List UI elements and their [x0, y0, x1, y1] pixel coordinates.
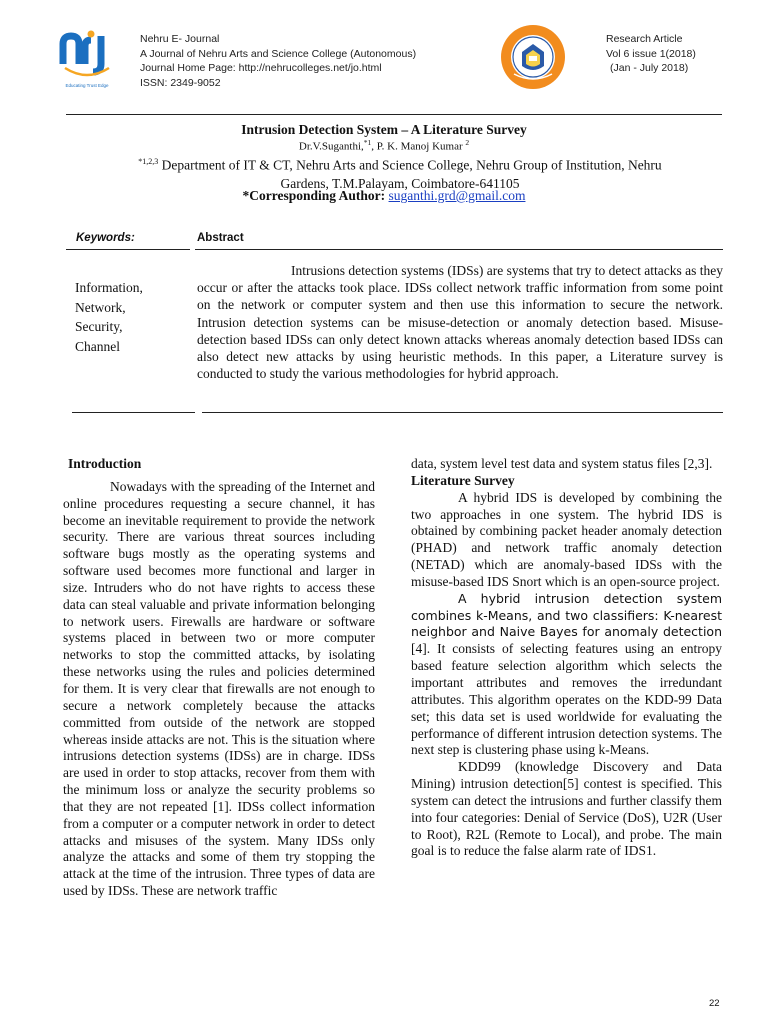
corresponding-author [0, 188, 768, 204]
keyword-item: Security, [75, 319, 123, 334]
literature-paragraph-3: KDD99 (knowledge Discovery and Data Mining) intrusion detection[5] contest is specified. This system can detect the intrusions and further classify them into four categories: Denial of Service (DoS), U2R (User to Root), R2L (Remote to Local), and probe. The main goal is to reduce the false alarm rate of IDS1. [411, 759, 722, 859]
keywords-list [75, 278, 143, 356]
journal-full-name: A Journal of Nehru Arts and Science College (Autonomous) [140, 47, 417, 60]
author-2-sup: 2 [465, 138, 470, 147]
abstract-body: Intrusions detection systems (IDSs) are systems that try to detect attacks as they occur or after the attacks took place. IDSs collect network traffic information from some point on the network or computer system and then use this information to secure the network. Intrusion detection systems can be misuse-detection or anomaly detection based. Misuse-detection based IDSs can only detect known attacks whereas anomaly detection based IDSs can also detect new attacks by using heuristic methods. In this paper, a Literature survey is conducted to study the various methodologies for hybrid approach. [197, 263, 723, 382]
keywords-bottom-rule [72, 412, 195, 413]
header-divider [66, 114, 722, 115]
logo-caption: Educating Trust Edge [65, 83, 109, 88]
right-column [411, 456, 722, 860]
corresponding-email-link[interactable]: suganthi.grd@gmail.com [388, 188, 526, 203]
article-type: Research Article [606, 33, 683, 45]
affiliation-line-2: Gardens, T.M.Palayam, Coimbatore-641105 [280, 175, 520, 191]
page-number: 22 [709, 998, 720, 1009]
keyword-item: Network, [75, 299, 126, 315]
journal-info [140, 32, 416, 90]
college-seal [500, 24, 566, 90]
abstract-bottom-rule [202, 412, 723, 413]
affiliation-line-1: Department of IT & CT, Nehru Arts and Science College, Nehru Group of Institution, Nehru [161, 157, 662, 173]
paper-title: Intrusion Detection System – A Literature Survey [241, 122, 527, 137]
article-volume: Vol 6 issue 1(2018) [606, 47, 696, 60]
intro-continuation: data, system level test data and system status files [2,3]. [411, 456, 713, 471]
corresponding-label: *Corresponding Author: [242, 188, 386, 203]
literature-paragraph-2-sans: A hybrid intrusion detection system combines k-Means, and two classifiers: K-nearest neighbor and Naive Bayes for anomaly detection [411, 590, 722, 640]
left-column [63, 456, 375, 900]
author-2: , P. K. Manoj Kumar [371, 140, 463, 153]
keywords-heading: Keywords: [76, 232, 135, 244]
affiliation [90, 153, 710, 193]
journal-logo [57, 30, 117, 90]
literature-paragraph-1: A hybrid IDS is developed by combining the two approaches in one system. The hybrid IDS is obtained by combining packet header anomaly detection (PHAD) and network traffic anomaly detection (NETAD) which are anomaly-based IDSs with the misuse-based IDS Snort which is an open-source project. [411, 489, 722, 589]
introduction-heading: Introduction [68, 456, 142, 471]
keyword-item: Information, [75, 280, 143, 295]
abstract-rule [195, 249, 723, 250]
introduction-paragraph: Nowadays with the spreading of the Internet and online procedures requesting a secure channel, it has become an inevitable requirement to provide the network security. There are various threat sources including software bugs mostly as the operating systems and software used becomes more functional and larger in size. Intruders who do not have rights to access these data can steal valuable and private information belonging to network users. Firewalls are hardware or software systems placed in between two or more computer networks to stop the committed attacks, by isolating these networks using the rules and policies determined for them. It is very clear that firewalls are not enough to secure a network completely because the attacks committed from outside of the network are stopped whereas inside attacks are not. This is the situation where intrusions detection systems (IDSs) are in charge. IDSs are used in order to stop attacks, recover from them with the minimum loss or analyze the security problems so that they are not repeated [1]. IDSs collect information from a computer or a computer network in order to detect attacks and misuses of the system. Many IDSs only analyze the attacks and some of them try stopping the attack at the time of the intrusion. Three types of data are used by IDSs. These are network traffic [63, 478, 375, 899]
literature-survey-heading: Literature Survey [411, 472, 515, 488]
literature-paragraph-2-rest: [4]. It consists of selecting features using an entropy based feature selection algorithm which selects the important attributes and removes the irredundant attributes. This algorithm operates on the KDD-99 Data set; this data set is used worldwide for evaluating the performance of different intrusion detection systems. The next step is clustering phase using k-Means. [411, 641, 722, 758]
literature-paragraph-2 [411, 591, 722, 759]
authors-line [0, 138, 768, 153]
author-1-sup: *1 [363, 138, 372, 147]
article-period: (Jan - July 2018) [610, 62, 689, 74]
journal-name: Nehru E- Journal [140, 33, 220, 45]
article-info [606, 32, 696, 76]
journal-issn: ISSN: 2349-9052 [140, 76, 221, 89]
keyword-item: Channel [75, 338, 120, 354]
abstract-heading: Abstract [197, 232, 244, 244]
journal-home-page[interactable]: Journal Home Page: http://nehrucolleges.net/jo.html [140, 62, 382, 74]
affiliation-sup: *1,2,3 [138, 157, 159, 166]
keywords-rule [66, 249, 190, 250]
author-1: Dr.V.Suganthi, [298, 140, 364, 153]
